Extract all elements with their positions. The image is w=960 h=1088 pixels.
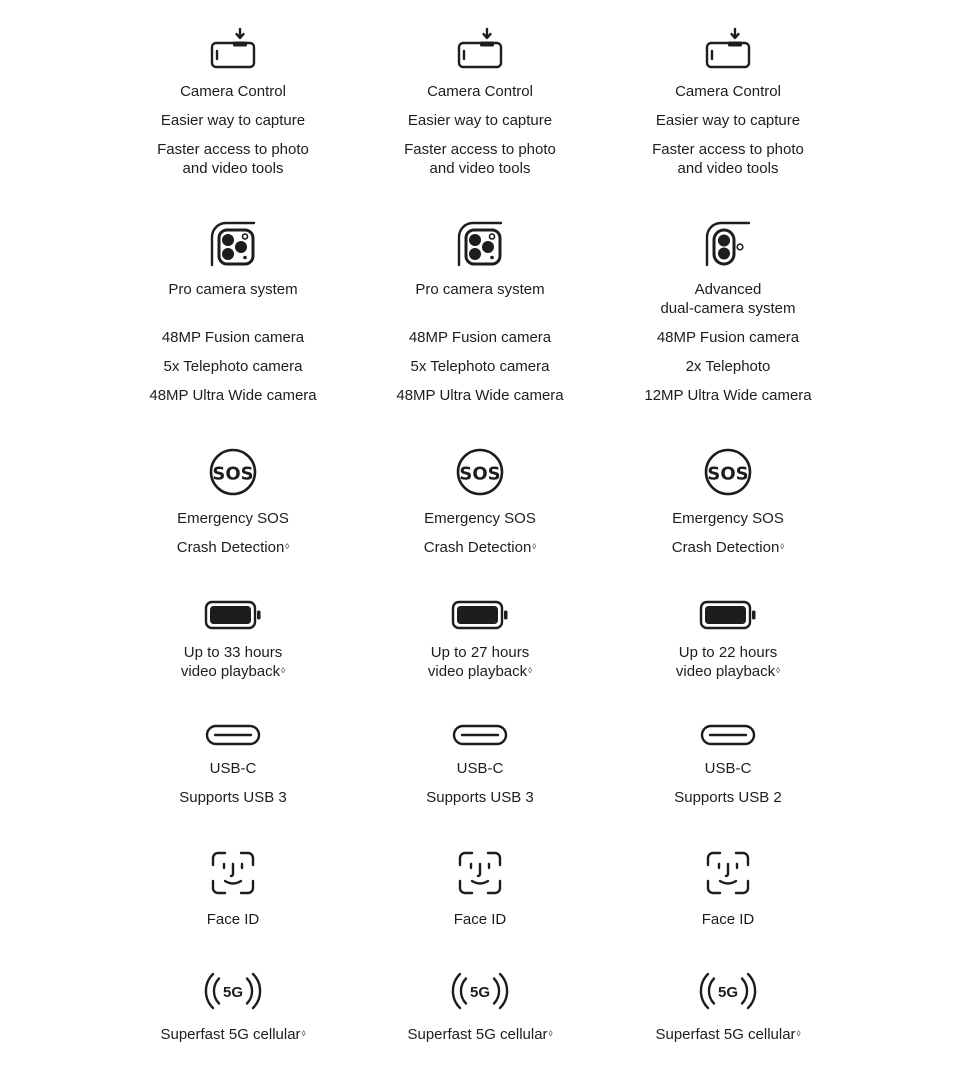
battery-line: Up to 27 hours <box>430 644 530 661</box>
face-id-icon <box>608 851 848 895</box>
camera-spec: 12MP Ultra Wide camera <box>644 387 812 404</box>
camera-system-title: Pro camera system <box>415 281 545 298</box>
connector-line: USB-C <box>456 760 504 777</box>
usb-c-port-icon <box>113 724 353 746</box>
footnote-mark: ◊ <box>548 1029 553 1038</box>
battery-line: video playback◊ <box>180 663 286 680</box>
camera-control-title: Camera Control <box>675 83 781 100</box>
camera-control-line: and video tools <box>677 160 779 177</box>
safety-line: Emergency SOS <box>424 510 536 527</box>
cellular-label: Superfast 5G cellular◊ <box>407 1026 553 1043</box>
dual-camera-icon <box>608 221 848 267</box>
face-id-icon <box>113 851 353 895</box>
camera-control-icon <box>113 28 353 70</box>
sos-icon <box>113 448 353 496</box>
camera-control-line: Easier way to capture <box>160 112 306 129</box>
camera-system-title: dual-camera system <box>660 300 796 317</box>
safety-line: Crash Detection◊ <box>176 539 290 556</box>
footnote-mark: ◊ <box>281 666 286 675</box>
face-id-label: Face ID <box>453 911 507 928</box>
safety-line: Crash Detection◊ <box>671 539 785 556</box>
camera-spec: 48MP Ultra Wide camera <box>396 387 564 404</box>
camera-control-line: and video tools <box>182 160 284 177</box>
usb-c-port-icon <box>608 724 848 746</box>
sos-icon <box>360 448 600 496</box>
camera-spec: 48MP Fusion camera <box>656 329 800 346</box>
camera-spec: 2x Telephoto <box>685 358 771 375</box>
5g-cellular-icon <box>113 970 353 1012</box>
camera-control-line: Easier way to capture <box>407 112 553 129</box>
safety-line: Emergency SOS <box>672 510 784 527</box>
battery-line: Up to 22 hours <box>678 644 778 661</box>
camera-spec: 48MP Fusion camera <box>161 329 305 346</box>
connector-line: Supports USB 3 <box>426 789 534 806</box>
battery-line: video playback◊ <box>427 663 533 680</box>
battery-line: Up to 33 hours <box>183 644 283 661</box>
face-id-label: Face ID <box>701 911 755 928</box>
model-column-1 <box>113 0 353 1088</box>
footnote-mark: ◊ <box>532 542 537 551</box>
5g-cellular-icon <box>360 970 600 1012</box>
camera-control-line: and video tools <box>429 160 531 177</box>
connector-line: USB-C <box>704 760 752 777</box>
camera-control-line: Easier way to capture <box>655 112 801 129</box>
triple-camera-icon <box>113 221 353 267</box>
camera-spec: 48MP Fusion camera <box>408 329 552 346</box>
footnote-mark: ◊ <box>776 666 781 675</box>
camera-control-title: Camera Control <box>427 83 533 100</box>
battery-icon <box>360 600 600 630</box>
face-id-icon <box>360 851 600 895</box>
safety-line: Emergency SOS <box>177 510 289 527</box>
sos-badge: SOS <box>459 463 501 485</box>
connector-line: Supports USB 3 <box>179 789 287 806</box>
footnote-mark: ◊ <box>796 1029 801 1038</box>
sos-badge: SOS <box>707 463 749 485</box>
camera-control-title: Camera Control <box>180 83 286 100</box>
camera-control-line: Faster access to photo <box>157 141 309 158</box>
camera-control-line: Faster access to photo <box>652 141 804 158</box>
safety-line: Crash Detection◊ <box>423 539 537 556</box>
cellular-label: Superfast 5G cellular◊ <box>160 1026 306 1043</box>
sos-icon <box>608 448 848 496</box>
connector-line: USB-C <box>209 760 257 777</box>
connector-line: Supports USB 2 <box>674 789 782 806</box>
camera-control-icon <box>360 28 600 70</box>
usb-c-port-icon <box>360 724 600 746</box>
camera-spec: 5x Telephoto camera <box>410 358 550 375</box>
camera-spec: 5x Telephoto camera <box>163 358 303 375</box>
5g-badge: 5G <box>717 984 739 1001</box>
face-id-label: Face ID <box>206 911 260 928</box>
triple-camera-icon <box>360 221 600 267</box>
camera-control-icon <box>608 28 848 70</box>
battery-icon <box>113 600 353 630</box>
camera-spec: 48MP Ultra Wide camera <box>149 387 317 404</box>
camera-system-title: Advanced <box>694 281 762 298</box>
cellular-label: Superfast 5G cellular◊ <box>655 1026 801 1043</box>
battery-line: video playback◊ <box>675 663 781 680</box>
sos-badge: SOS <box>212 463 254 485</box>
model-column-2 <box>360 0 600 1088</box>
camera-system-title: Pro camera system <box>168 281 298 298</box>
5g-badge: 5G <box>222 984 244 1001</box>
model-column-3 <box>608 0 848 1088</box>
camera-control-line: Faster access to photo <box>404 141 556 158</box>
footnote-mark: ◊ <box>780 542 785 551</box>
footnote-mark: ◊ <box>285 542 290 551</box>
footnote-mark: ◊ <box>301 1029 306 1038</box>
footnote-mark: ◊ <box>528 666 533 675</box>
battery-icon <box>608 600 848 630</box>
5g-cellular-icon <box>608 970 848 1012</box>
5g-badge: 5G <box>469 984 491 1001</box>
